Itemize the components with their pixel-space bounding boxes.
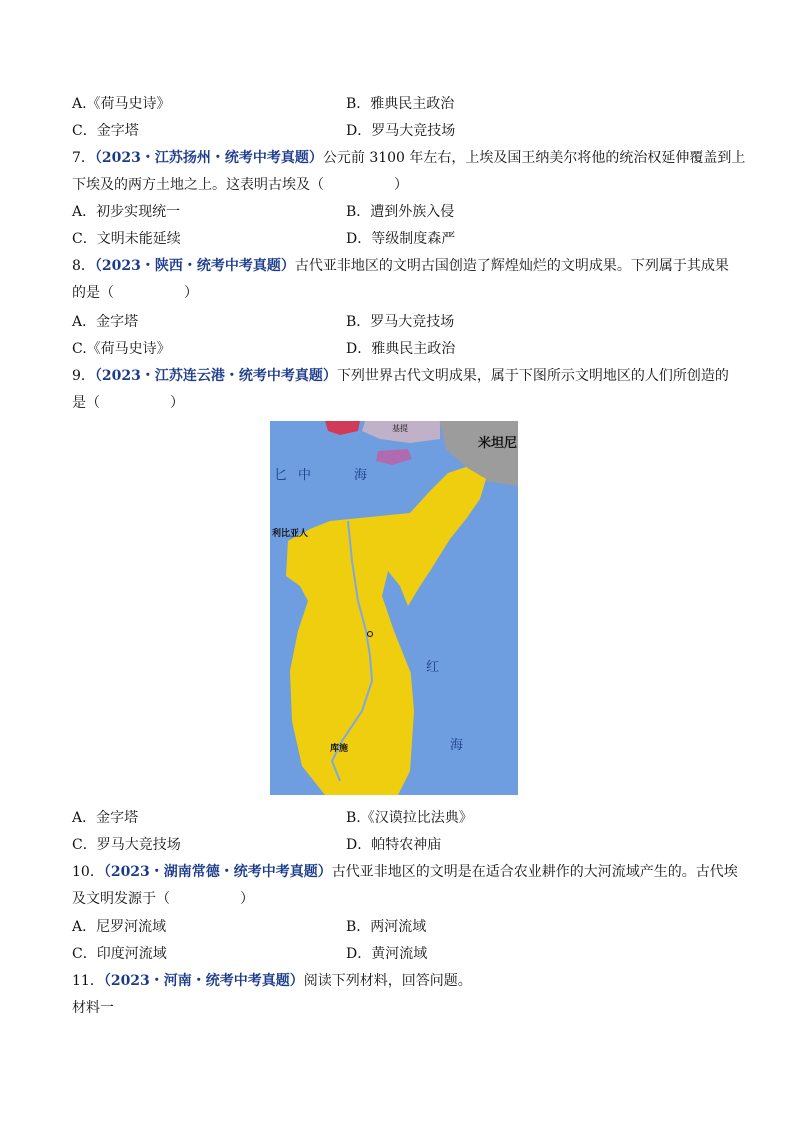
q10-option-b[interactable]: B．两河流域 <box>346 919 427 935</box>
map-label-mitanni: 米坦尼 <box>478 436 518 451</box>
q6-option-c[interactable]: C．金字塔 <box>72 123 139 139</box>
q8-number: 8． <box>72 258 95 274</box>
map-label-sea-hai: 海 <box>354 468 368 483</box>
q9-option-a[interactable]: A．金字塔 <box>72 810 139 826</box>
q7-option-d[interactable]: D．等级制度森严 <box>346 231 456 247</box>
q7-close: ） <box>394 177 408 193</box>
ancient-egypt-map <box>270 421 518 795</box>
q9-option-d[interactable]: D．帕特农神庙 <box>346 837 442 853</box>
q10-stem-line1 <box>72 862 738 882</box>
q9-number: 9． <box>72 368 95 384</box>
q7-text2: 下埃及的两方土地之上。这表明古埃及（ <box>72 177 324 193</box>
map-label-sea-zhong: 中 <box>298 468 312 483</box>
q7-number: 7． <box>72 150 95 166</box>
q8-option-a[interactable]: A．金字塔 <box>72 314 139 330</box>
q9-source: （2023・江苏连云港・统考中考真题） <box>94 368 337 384</box>
q11-text1: 阅读下列材料，回答问题。 <box>303 973 472 989</box>
q10-source: （2023・湖南常德・统考中考真题） <box>103 864 332 880</box>
q10-text1: 古代亚非地区的文明是在适合农业耕作的大河流域产生的。古代埃 <box>331 864 738 880</box>
q11-material-label: 材料一 <box>72 1000 114 1016</box>
q11-number: 11． <box>72 973 104 989</box>
q8-option-c[interactable]: C.《荷马史诗》 <box>72 341 171 357</box>
q10-stem-line2 <box>72 889 254 909</box>
q7-option-c[interactable]: C．文明未能延续 <box>72 231 181 247</box>
q8-text2: 的是（ <box>72 285 114 301</box>
q9-stem-line1 <box>72 366 729 386</box>
q8-option-d[interactable]: D．雅典民主政治 <box>346 341 456 357</box>
q7-stem-line1 <box>72 148 745 168</box>
q8-stem-line1 <box>72 256 729 276</box>
q10-number: 10． <box>72 864 104 880</box>
q6-option-b[interactable]: B．雅典民主政治 <box>346 96 455 112</box>
q9-text2: 是（ <box>72 395 100 411</box>
q9-option-b[interactable]: B.《汉谟拉比法典》 <box>346 810 473 826</box>
q8-text1: 古代亚非地区的文明古国创造了辉煌灿烂的文明成果。下列属于其成果 <box>294 258 729 274</box>
q8-close: ） <box>184 285 198 301</box>
q8-source: （2023・陕西・统考中考真题） <box>94 258 295 274</box>
map-label-arrow: 匕 <box>274 468 288 483</box>
map-label-red-sea-hai: 海 <box>450 738 464 753</box>
q7-text1: 公元前 3100 年左右，上埃及国王纳美尔将他的统治权延伸覆盖到上 <box>322 150 746 166</box>
q6-option-d[interactable]: D．罗马大竞技场 <box>346 123 456 139</box>
q7-source: （2023・江苏扬州・统考中考真题） <box>94 150 323 166</box>
q7-option-a[interactable]: A．初步实现统一 <box>72 204 181 220</box>
map-label-top: 基提 <box>392 424 408 433</box>
q10-option-a[interactable]: A．尼罗河流域 <box>72 919 167 935</box>
q11-source: （2023・河南・统考中考真题） <box>103 973 304 989</box>
q8-option-b[interactable]: B．罗马大竞技场 <box>346 314 455 330</box>
q6-option-a[interactable]: A.《荷马史诗》 <box>72 96 171 112</box>
q7-option-b[interactable]: B．遭到外族入侵 <box>346 204 455 220</box>
q9-stem-line2 <box>72 393 184 413</box>
q10-text2: 及文明发源于（ <box>72 891 170 907</box>
q9-text1: 下列世界古代文明成果，属于下图所示文明地区的人们所创造的 <box>336 368 729 384</box>
q9-close: ） <box>170 395 184 411</box>
q8-stem-line2 <box>72 283 198 303</box>
map-label-libya: 利比亚人 <box>272 529 309 539</box>
q11-stem <box>72 971 472 991</box>
map-label-kush: 库施 <box>330 744 349 754</box>
q10-close: ） <box>240 891 254 907</box>
map-label-red: 红 <box>426 660 440 675</box>
q10-option-d[interactable]: D．黄河流域 <box>346 946 428 962</box>
q7-stem-line2 <box>72 175 408 195</box>
q9-option-c[interactable]: C．罗马大竞技场 <box>72 837 181 853</box>
q10-option-c[interactable]: C．印度河流域 <box>72 946 167 962</box>
